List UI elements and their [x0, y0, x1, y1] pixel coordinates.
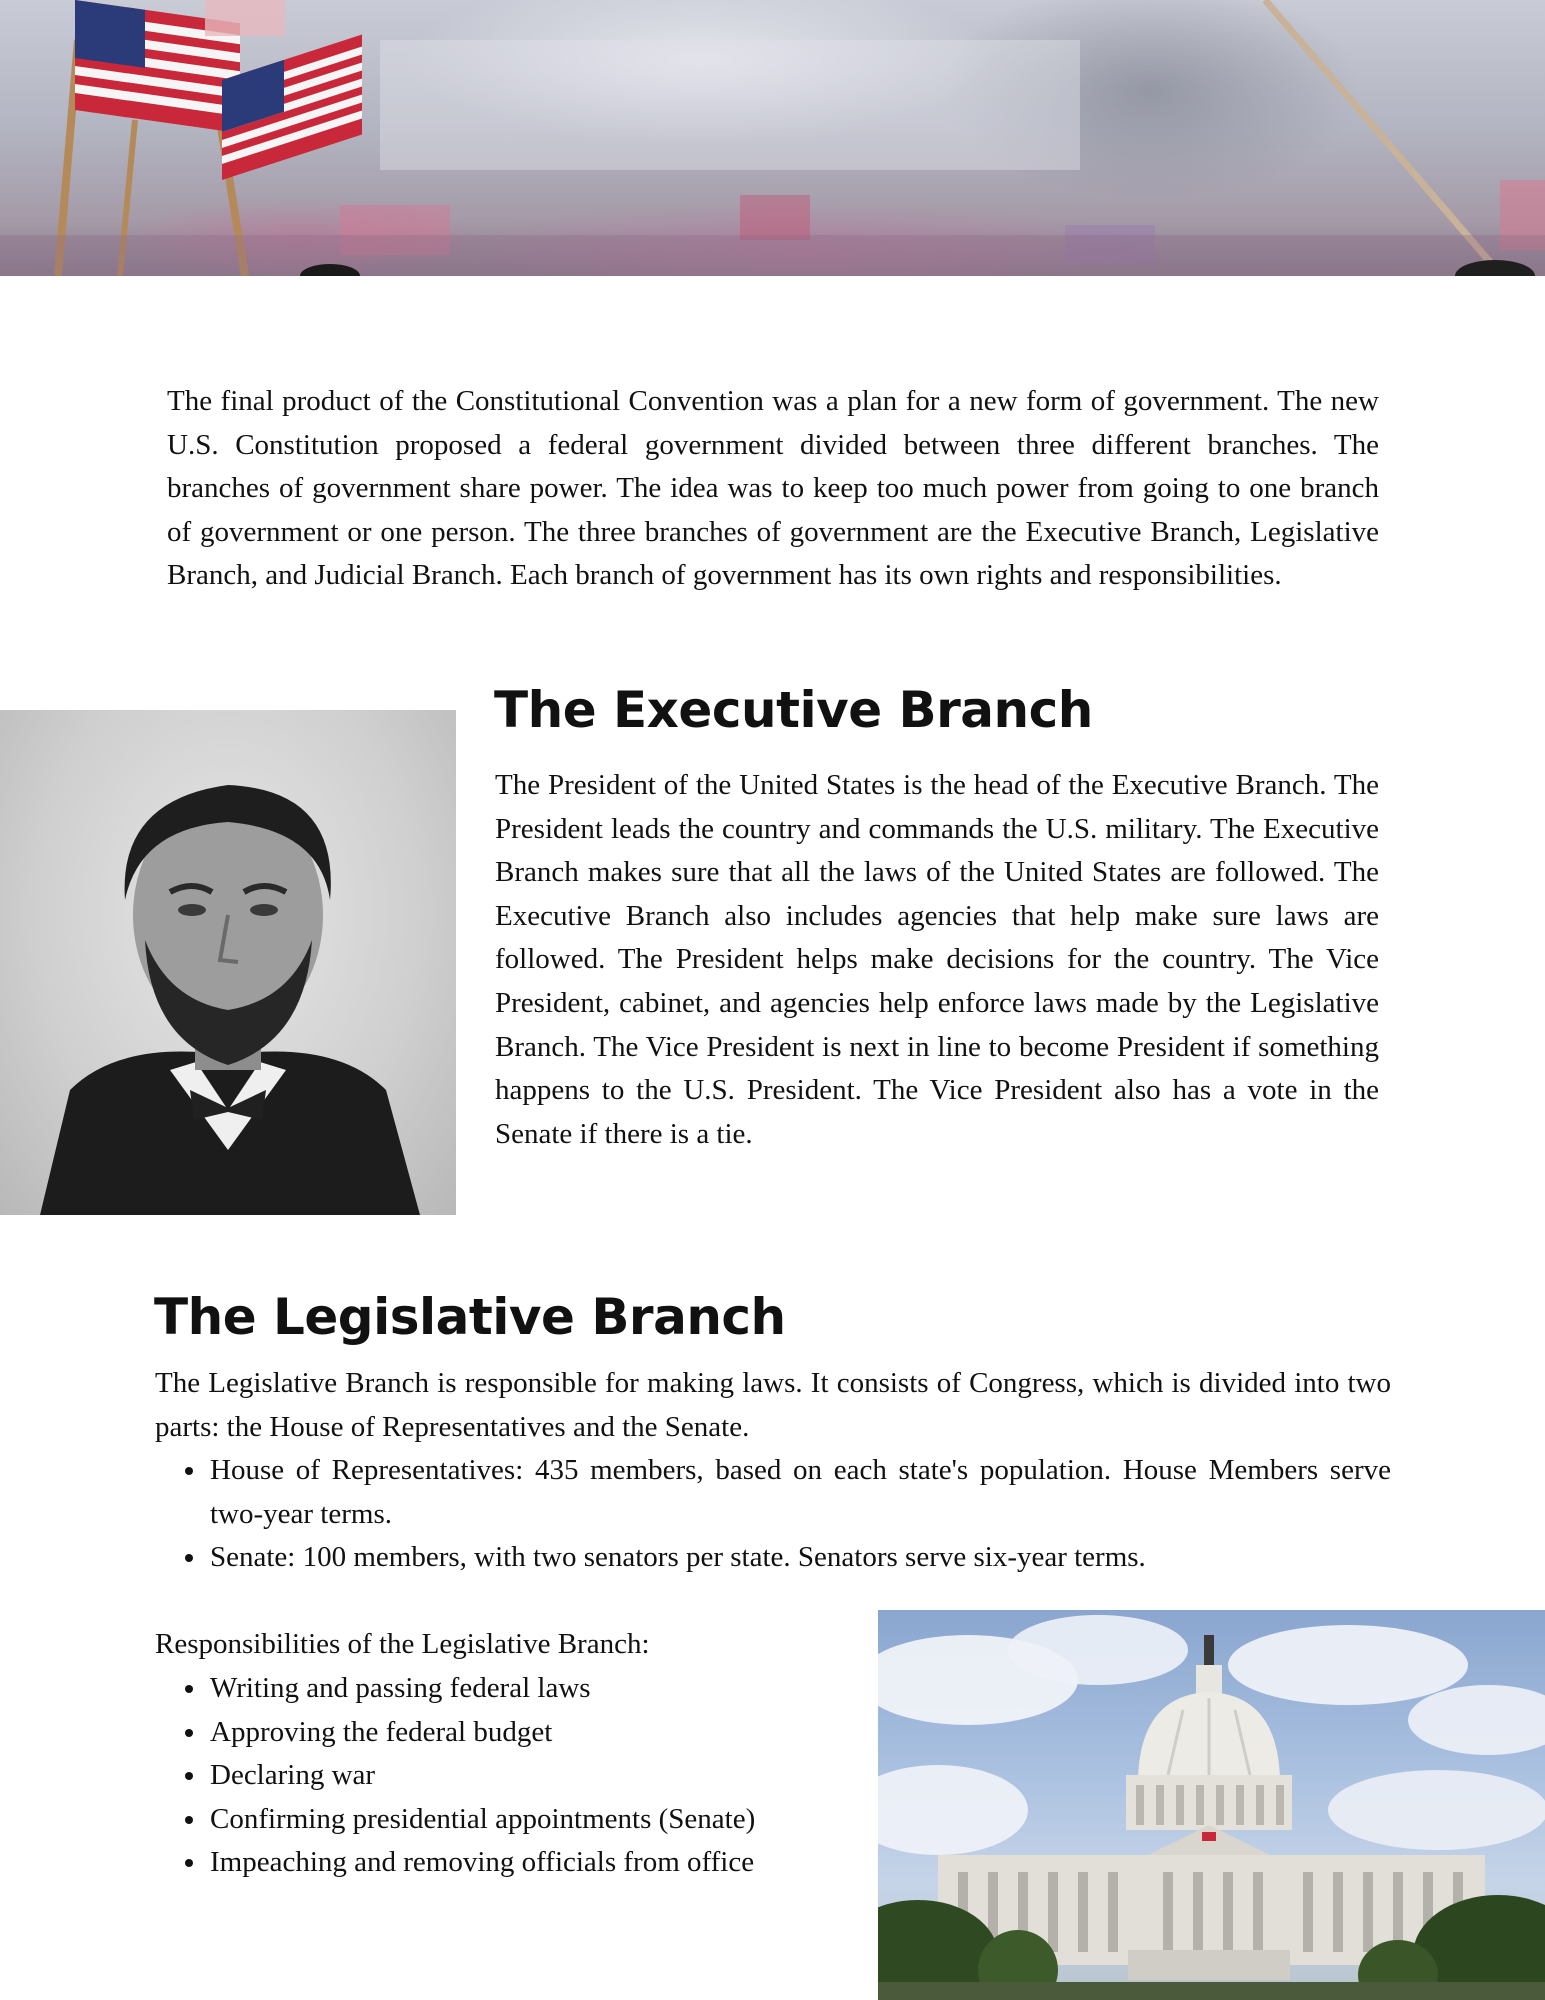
- executive-branch-heading: The Executive Branch: [494, 681, 1093, 739]
- flags-illustration: [0, 0, 1545, 276]
- responsibilities-heading: Responsibilities of the Legislative Branch:: [155, 1628, 650, 1660]
- responsibilities-list: [155, 1667, 855, 1885]
- cloud: [1228, 1625, 1468, 1705]
- legislative-branch-heading: The Legislative Branch: [154, 1288, 786, 1346]
- legislative-branch-paragraph: The Legislative Branch is responsible for making laws. It consists of Congress, which is divided into two parts: the House of Representatives and the Senate.: [155, 1367, 1391, 1443]
- portrait-illustration: [0, 710, 456, 1215]
- lincoln-portrait-image: [0, 710, 456, 1215]
- list-item: • Impeaching and removing officials from office: [208, 1841, 855, 1885]
- congress-parts-list: [155, 1449, 1391, 1580]
- cloud: [878, 1765, 1028, 1855]
- list-item: • Approving the federal budget: [208, 1711, 855, 1755]
- list-item-senate: • Senate: 100 members, with two senators per state. Senators serve six-year terms.: [208, 1536, 1391, 1580]
- blurred-flag: [740, 195, 810, 240]
- cloud: [1008, 1615, 1188, 1685]
- flag-pole-right: [1265, 0, 1490, 262]
- list-item: • Confirming presidential appointments (Senate): [208, 1798, 855, 1842]
- banner-flags-image: [0, 0, 1545, 276]
- intro-paragraph: The final product of the Constitutional Convention was a plan for a new form of government. The new U.S. Constitution proposed a federal government divided between three different branches. The branches of government share power. The idea was to keep too much power from going to one branch of government or one person. The three branches of government are the Executive Branch, Legislative Branch, and Judicial Branch. Each branch of government has its own rights and responsibilities.: [167, 385, 1379, 592]
- capitol-building-image: [878, 1610, 1545, 2000]
- list-item: • Writing and passing federal laws: [208, 1667, 855, 1711]
- executive-branch-paragraph: The President of the United States is the head of the Executive Branch. The President leads the country and commands the U.S. military. The Executive Branch makes sure that all the laws of the United States are followed. The Executive Branch also includes agencies that help make sure laws are followed. The President helps make decisions for the country. The Vice President, cabinet, and agencies help enforce laws made by the Legislative Branch. The Vice President is next in line to become President if something happens to the U.S. President. The Vice President also has a vote in the Senate if there is a tie.: [495, 769, 1379, 1150]
- list-item: • Declaring war: [208, 1754, 855, 1798]
- cloud: [1328, 1770, 1545, 1850]
- list-item-house: • House of Representatives: 435 members, based on each state's population. House Members serve two-year terms.: [208, 1449, 1391, 1536]
- cloud: [1408, 1685, 1545, 1755]
- american-flag: [222, 35, 362, 180]
- capitol-illustration: [878, 1610, 1545, 2000]
